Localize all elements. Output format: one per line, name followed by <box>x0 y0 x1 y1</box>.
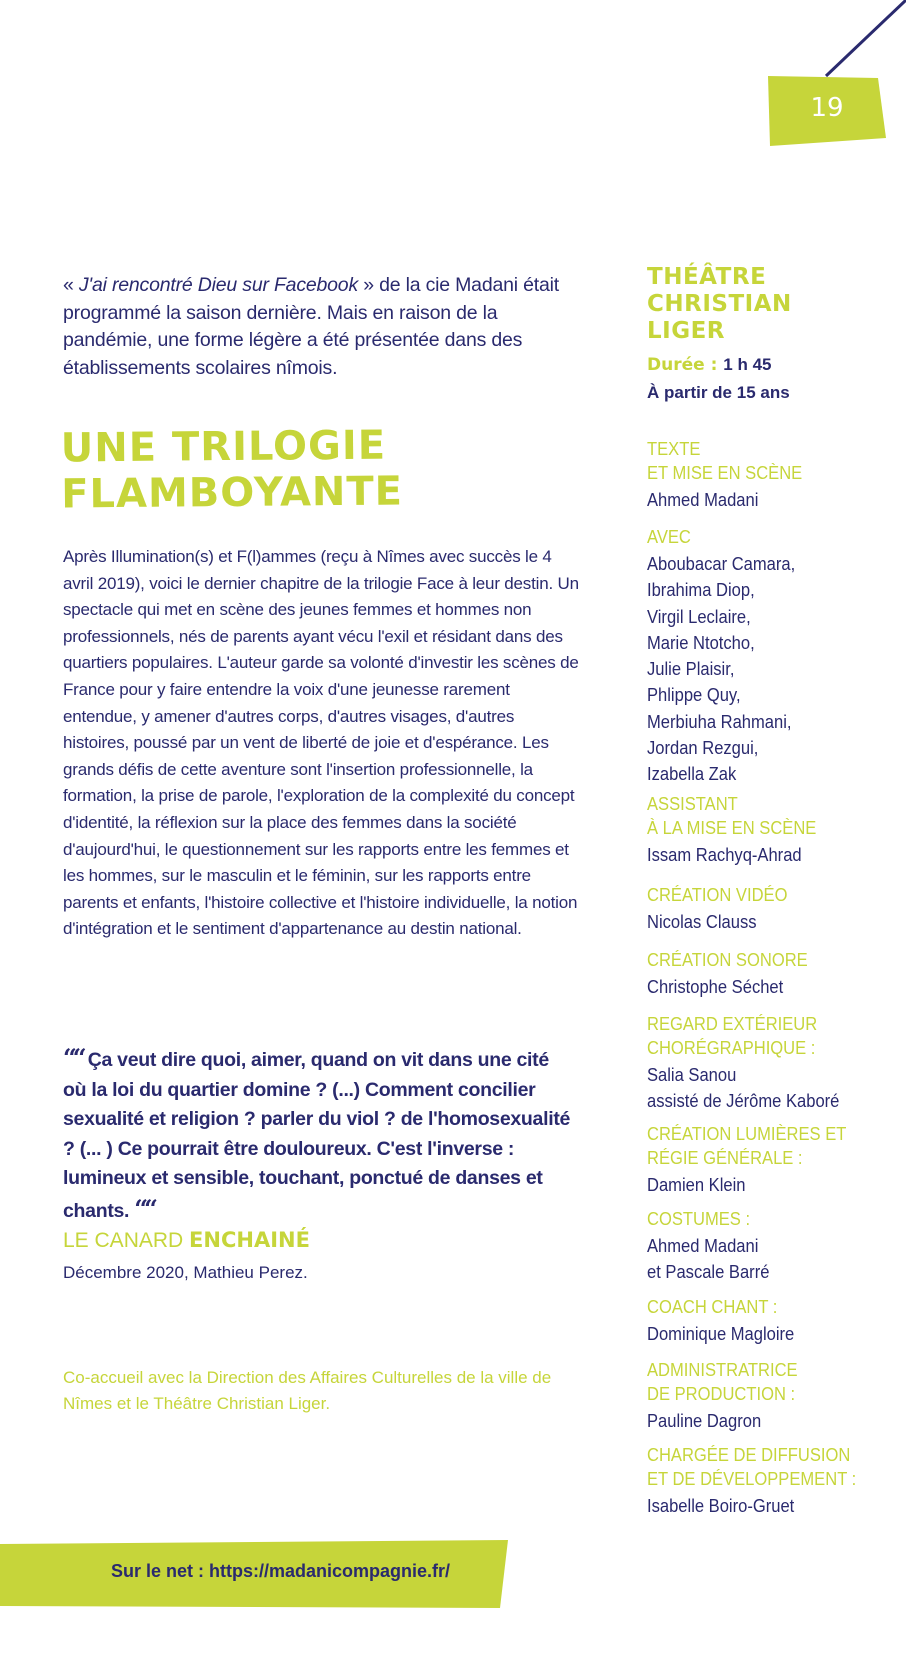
page-number-tab <box>768 76 886 146</box>
quote-text: Ça veut dire quoi, aimer, quand on vit dans une cité où la loi du quartier domine ? (...) Comment concilier sexualité et religion ? parler du viol ? de l'homosexualité ? (... ) Ce pourrait être douloureux. C'est l'inverse : lumineux et sensible, touchant, ponctué de danses et chants. <box>63 1049 571 1222</box>
body-text: Après Illumination(s) et F(l)ammes (reçu à Nîmes avec succès le 4 avril 2019), voici le dernier chapitre de la trilogie Face à leur destin. Un spectacle qui met en scène des jeunes femmes et hommes non professionnels, nés de parents ayant vécu l'exil et résidant dans des quartiers populaires. L'auteur garde sa volonté d'investir les scènes de France pour y faire entendre la voix d'une jeunesse rarement entendue, y amener d'autres corps, d'autres visages, d'autres histoires, poussé par un vent de liberté de joie et d'espérance. Les grands défis de cette aventure sont l'insertion professionnelle, la formation, la prise de parole, l'exploration de la complexité du concept d'identité, la réflexion sur la place des femmes dans la société d'aujourd'hui, le questionnement sur les rapports entre les femmes et les hommes, sur le masculin et le féminin, sur les rapports entre parents et enfants, l'histoire collective et l'histoire individuelle, la notion d'intégration et le sentiment d'appartenance au destin national. <box>63 547 579 939</box>
credit-names <box>647 487 758 513</box>
credit-label-line: COACH CHANT : <box>647 1297 778 1317</box>
age-requirement: À partir de 15 ans <box>647 383 790 402</box>
duration-label: Durée : <box>647 355 724 375</box>
credit-name: Izabella Zak <box>647 764 737 785</box>
credit-name: assisté de Jérôme Kaboré <box>647 1091 840 1112</box>
credit-name: Issam Rachyq-Ahrad <box>647 845 802 865</box>
credit-name: Christophe Séchet <box>647 977 784 997</box>
intro-paragraph <box>63 272 583 382</box>
headline <box>61 423 404 518</box>
credit-names <box>647 1321 794 1347</box>
intro-open-quote: « <box>63 274 79 296</box>
quote-source-part2: ENCHAINÉ <box>189 1228 310 1252</box>
quote-source-part1: LE CANARD <box>63 1229 190 1252</box>
credit-names <box>647 1233 769 1286</box>
credit-label <box>647 948 808 972</box>
co-credit: Co-accueil avec la Direction des Affaires Culturelles de la ville de Nîmes et le Théâtre Christian Liger. <box>63 1368 552 1413</box>
credit-label-line: AVEC <box>647 527 691 547</box>
venue-line1: THÉÂTRE <box>647 264 767 290</box>
credit-label-line: TEXTE <box>647 439 701 459</box>
credit-name: Salia Sanou <box>647 1065 737 1085</box>
credit-name: Merbiuha Rahmani, <box>647 711 792 732</box>
credit-name: Julie Plaisir, <box>647 659 735 680</box>
duration <box>647 355 772 375</box>
credit-label-line: COSTUMES : <box>647 1209 751 1229</box>
quote-date: Décembre 2020, Mathieu Perez. <box>63 1263 308 1282</box>
credit-label-line: ASSISTANT <box>647 794 738 814</box>
credit-label-line: CHORÉGRAPHIQUE : <box>647 1038 816 1058</box>
credit-label-line: ADMINISTRATRICE <box>647 1360 798 1380</box>
venue-line3: LIGER <box>647 318 726 344</box>
credit-name: Ahmed Madani <box>647 1236 759 1256</box>
credit-names <box>647 1062 839 1115</box>
credit-name: Pauline Dagron <box>647 1411 762 1431</box>
credit-name: Dominique Magloire <box>647 1324 795 1344</box>
credit-label-line: ET MISE EN SCÈNE <box>647 463 803 483</box>
venue-name <box>647 264 792 345</box>
credit-label-line: RÉGIE GÉNÉRALE : <box>647 1148 803 1168</box>
quote-close-mark: ““ <box>134 1193 154 1223</box>
credit-name: Ibrahima Diop, <box>647 580 755 601</box>
credit-names <box>647 974 783 1000</box>
credit-label <box>647 1012 817 1060</box>
credit-label-line: REGARD EXTÉRIEUR <box>647 1014 818 1034</box>
quote-source <box>63 1228 310 1253</box>
headline-line1: UNE TRILOGIE <box>60 422 387 472</box>
credit-label <box>647 437 802 485</box>
credit-name: Nicolas Clauss <box>647 912 757 932</box>
credit-label <box>647 1207 750 1231</box>
credit-name: Phlippe Quy, <box>647 685 741 706</box>
credit-label <box>647 1358 798 1406</box>
website-link[interactable]: Sur le net : https://madanicompagnie.fr/ <box>111 1561 451 1581</box>
credit-label <box>647 1122 846 1170</box>
credit-label-line: DE PRODUCTION : <box>647 1384 796 1404</box>
credit-label-line: À LA MISE EN SCÈNE <box>647 818 817 838</box>
intro-rest: » de la cie Madani était programmé la saison dernière. Mais en raison de la pandémie, une forme légère a été présentée dans des établissements scolaires nîmois. <box>63 274 559 379</box>
credit-label <box>647 1295 777 1319</box>
credit-label-line: CHARGÉE DE DIFFUSION <box>647 1445 851 1465</box>
credit-names <box>647 551 795 788</box>
credit-name: Virgil Leclaire, <box>647 606 751 627</box>
credit-name: Marie Ntotcho, <box>647 632 755 653</box>
credit-name: Jordan Rezgui, <box>647 738 759 759</box>
credit-names <box>647 842 802 868</box>
credit-names <box>647 909 757 935</box>
credit-name: Aboubacar Camara, <box>647 554 796 574</box>
credit-label-line: CRÉATION LUMIÈRES ET <box>647 1124 847 1144</box>
credit-label <box>647 792 816 840</box>
credit-label <box>647 883 787 907</box>
page-number: 19 <box>810 93 844 123</box>
credit-label <box>647 525 691 549</box>
credit-name: Damien Klein <box>647 1175 746 1195</box>
credit-label <box>647 1443 856 1491</box>
credit-name: et Pascale Barré <box>647 1262 770 1283</box>
credit-names <box>647 1172 745 1198</box>
headline-line2: FLAMBOYANTE <box>61 468 404 518</box>
show-title: J'ai rencontré Dieu sur Facebook <box>78 274 359 296</box>
credit-label-line: CRÉATION VIDÉO <box>647 885 788 905</box>
credit-names <box>647 1408 761 1434</box>
credit-name: Ahmed Madani <box>647 490 759 510</box>
duration-value: 1 h 45 <box>723 355 772 374</box>
press-quote <box>63 1043 573 1226</box>
credit-label-line: CRÉATION SONORE <box>647 950 808 970</box>
venue-line2: CHRISTIAN <box>647 291 792 317</box>
credit-label-line: ET DE DÉVELOPPEMENT : <box>647 1469 857 1489</box>
quote-open-mark: ““ <box>63 1043 83 1072</box>
credit-name: Isabelle Boiro-Gruet <box>647 1496 795 1516</box>
credit-names <box>647 1493 794 1519</box>
